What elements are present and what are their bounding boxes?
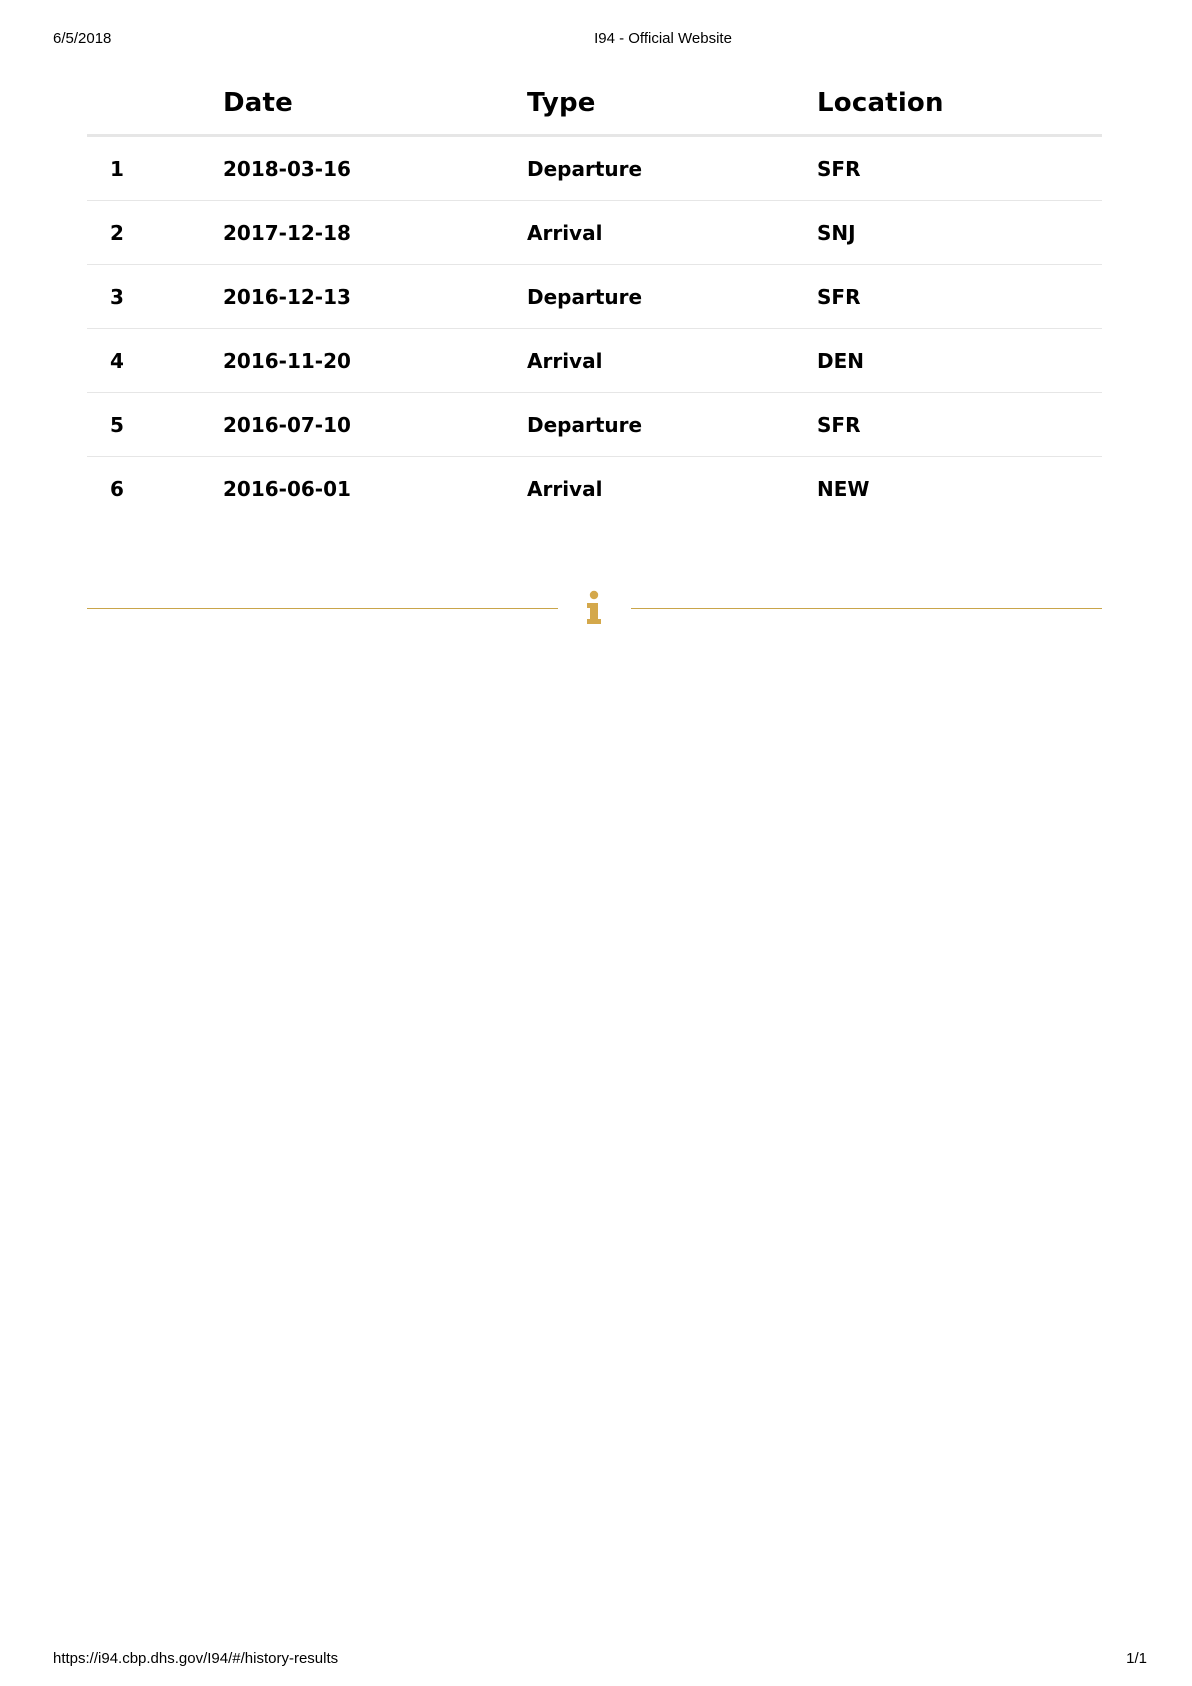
row-date: 2016-06-01 [223,476,351,501]
row-location: SFR [817,393,1102,457]
table-row [87,457,1102,521]
table-header-row [87,72,1102,136]
row-location: SNJ [817,201,1102,265]
history-table [87,72,1102,520]
row-type: Departure [527,136,817,201]
column-header-number [87,72,223,136]
row-location: NEW [817,476,870,501]
row-type: Arrival [527,201,817,265]
info-icon [583,590,605,626]
row-type: Departure [527,265,817,329]
divider-line-left [87,608,558,609]
row-location: SFR [817,136,1102,201]
row-number: 4 [87,329,223,393]
row-type: Departure [527,393,817,457]
table-row [87,136,1102,201]
row-number: 2 [87,201,223,265]
row-number: 6 [110,476,124,501]
row-number: 3 [87,265,223,329]
table-row [87,329,1102,393]
row-type: Arrival [527,476,603,501]
row-number: 1 [87,136,223,201]
table-row [87,393,1102,457]
row-type: Arrival [527,329,817,393]
row-date: 2016-11-20 [223,329,527,393]
row-date: 2016-12-13 [223,265,527,329]
column-header-location: Location [817,72,1102,136]
row-date: 2016-07-10 [223,393,527,457]
info-divider [87,590,1102,630]
row-number: 5 [87,393,223,457]
column-header-type: Type [527,72,817,136]
print-header-title: I94 - Official Website [594,30,732,47]
divider-line-right [631,608,1102,609]
row-date: 2018-03-16 [223,136,527,201]
print-footer-url: https://i94.cbp.dhs.gov/I94/#/history-results [53,1650,339,1667]
print-footer-page-number: 1/1 [1126,1650,1147,1667]
row-date: 2017-12-18 [223,201,527,265]
row-location: SFR [817,265,1102,329]
row-location: DEN [817,329,1102,393]
column-header-date: Date [223,72,527,136]
table-row [87,265,1102,329]
table-row [87,201,1102,265]
print-header-date: 6/5/2018 [53,30,112,47]
